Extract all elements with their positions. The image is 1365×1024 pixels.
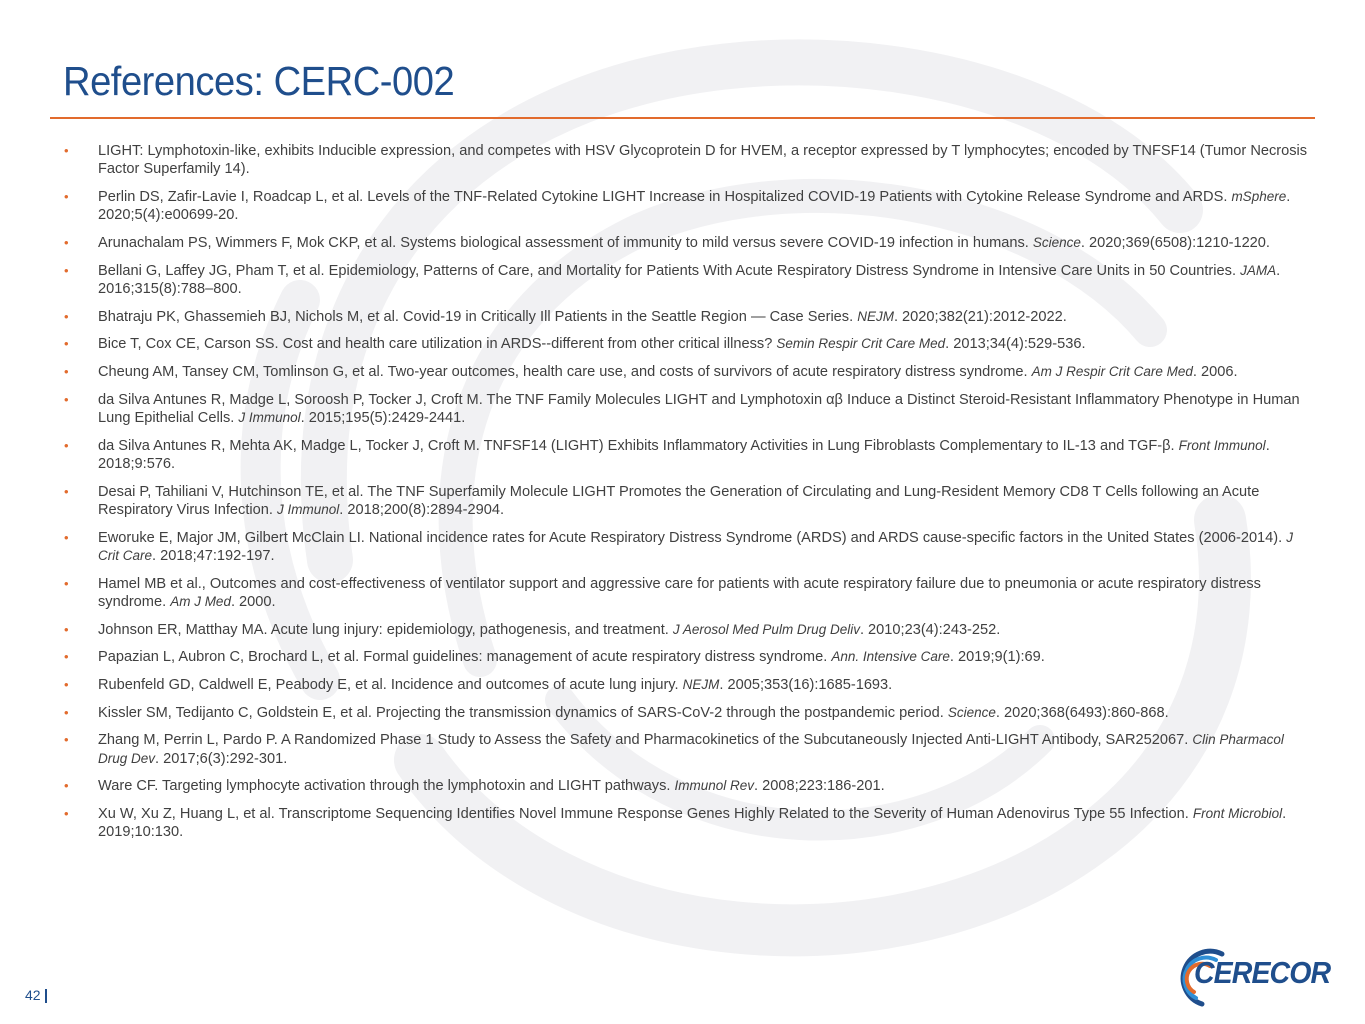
journal-name: Am J Med bbox=[170, 593, 231, 609]
journal-name: NEJM bbox=[857, 308, 894, 324]
logo-wordmark-start: CEREC bbox=[1194, 955, 1290, 990]
journal-name: Ann. Intensive Care bbox=[831, 649, 950, 665]
reference-text: da Silva Antunes R, Madge L, Soroosh P, Tocker J, Croft M. The TNF Family Molecules LIGHT and Lymphotoxin αβ Induce a Distinct Steroid-Resistant Inflammatory Phenotype in Human Lung Epithelial Cells. bbox=[98, 391, 1300, 426]
reference-text: Papazian L, Aubron C, Brochard L, et al. Formal guidelines: management of acute respiratory distress syndrome. bbox=[98, 649, 832, 666]
reference-citation: . 2016;315(8):788–800. bbox=[98, 262, 1281, 297]
reference-item bbox=[60, 363, 1310, 381]
reference-citation: . 2019;10:130. bbox=[98, 806, 1287, 841]
journal-name: J Crit Care bbox=[98, 529, 1294, 563]
journal-name: Front Microbiol bbox=[1192, 806, 1283, 822]
journal-name: mSphere bbox=[1231, 188, 1287, 204]
reference-item bbox=[60, 483, 1310, 520]
reference-item bbox=[60, 704, 1310, 722]
journal-name: Science bbox=[1032, 234, 1081, 250]
reference-text: Johnson ER, Matthay MA. Acute lung injury: epidemiology, pathogenesis, and treatment. bbox=[98, 621, 673, 638]
reference-text: Bhatraju PK, Ghassemieh BJ, Nichols M, et al. Covid-19 in Critically Ill Patients in the Seattle Region — Case Series. bbox=[98, 308, 858, 325]
reference-item bbox=[60, 262, 1310, 299]
reference-text: Desai P, Tahiliani V, Hutchinson TE, et al. The TNF Superfamily Molecule LIGHT Promotes the Generation of Circulating and Lung-Resident Memory CD8 T Cells following an Acute Respiratory Virus Infection. bbox=[98, 483, 1260, 518]
journal-name: Clin Pharmacol Drug Dev bbox=[98, 732, 1284, 766]
logo-wordmark-end: R bbox=[1310, 955, 1331, 990]
reference-text: Cheung AM, Tansey CM, Tomlinson G, et al. Two-year outcomes, health care use, and costs of survivors of acute respiratory distress syndrome. bbox=[98, 364, 1032, 381]
slide-title: References: CERC-002 bbox=[63, 58, 455, 104]
reference-citation: . 2010;23(4):243-252. bbox=[859, 621, 1001, 638]
reference-citation: . 2006. bbox=[1192, 364, 1238, 381]
reference-citation: . 2018;47:192-197. bbox=[152, 547, 275, 564]
logo-wordmark bbox=[1194, 955, 1330, 991]
reference-text: Perlin DS, Zafir-Lavie I, Roadcap L, et al. Levels of the TNF-Related Cytokine LIGHT Increase in Hospitalized COVID-19 Patients with Cytokine Release Syndrome and ARDS. bbox=[98, 188, 1232, 205]
reference-citation: . 2018;200(8):2894-2904. bbox=[339, 501, 504, 518]
reference-item bbox=[60, 777, 1310, 795]
reference-item bbox=[60, 391, 1310, 428]
reference-citation: . 2020;5(4):e00699-20. bbox=[98, 188, 1291, 224]
reference-item bbox=[60, 575, 1310, 612]
journal-name: Am J Respir Crit Care Med bbox=[1031, 364, 1193, 380]
reference-item bbox=[60, 731, 1310, 768]
reference-citation: . 2020;369(6508):1210-1220. bbox=[1080, 234, 1270, 251]
logo-wordmark-o: O bbox=[1289, 955, 1311, 990]
reference-citation: . 2000. bbox=[230, 593, 276, 610]
title-underline bbox=[50, 117, 1315, 119]
reference-text: Zhang M, Perrin L, Pardo P. A Randomized Phase 1 Study to Assess the Safety and Pharmacokinetics of the Subcutaneously Injected Anti-LIGHT Antibody, SAR252067. bbox=[98, 732, 1193, 749]
reference-text: Kissler SM, Tedijanto C, Goldstein E, et al. Projecting the transmission dynamics of SARS-CoV-2 through the postpandemic period. bbox=[98, 704, 948, 721]
reference-citation: . 2015;195(5):2429-2441. bbox=[300, 410, 466, 426]
page-number: 42 bbox=[25, 987, 41, 1003]
journal-name: J Aerosol Med Pulm Drug Deliv bbox=[672, 621, 860, 637]
reference-text: Rubenfeld GD, Caldwell E, Peabody E, et al. Incidence and outcomes of acute lung injury. bbox=[98, 677, 683, 693]
reference-text: Bice T, Cox CE, Carson SS. Cost and health care utilization in ARDS--different from other critical illness? bbox=[98, 336, 777, 353]
reference-item bbox=[60, 437, 1310, 474]
journal-name: J Immunol bbox=[277, 501, 340, 517]
journal-name: Science bbox=[947, 704, 996, 720]
reference-citation: . 2020;382(21):2012-2022. bbox=[893, 308, 1067, 325]
reference-text: Bellani G, Laffey JG, Pham T, et al. Epidemiology, Patterns of Care, and Mortality for Patients With Acute Respiratory Distress Syndrome in Intensive Care Units in 50 Countries. bbox=[98, 262, 1241, 279]
reference-text: Hamel MB et al., Outcomes and cost-effectiveness of ventilator support and aggressive care for patients with acute respiratory failure due to pneumonia or acute respiratory distress syndrome. bbox=[98, 575, 1261, 610]
reference-citation: . 2017;6(3):292-301. bbox=[155, 750, 288, 767]
reference-text: Arunachalam PS, Wimmers F, Mok CKP, et al. Systems biological assessment of immunity to mild versus severe COVID-19 infection in humans. bbox=[98, 234, 1033, 251]
reference-item bbox=[60, 234, 1310, 252]
reference-item bbox=[60, 676, 1310, 694]
journal-name: JAMA bbox=[1240, 262, 1277, 278]
journal-name: Immunol Rev bbox=[674, 778, 755, 794]
reference-citation: . 2005;353(16):1685-1693. bbox=[719, 677, 893, 693]
reference-citation: . 2019;9(1):69. bbox=[949, 649, 1045, 666]
journal-name: Semin Respir Crit Care Med bbox=[776, 336, 946, 352]
reference-citation: . 2013;34(4):529-536. bbox=[945, 336, 1086, 353]
cerecor-logo bbox=[1172, 946, 1331, 1008]
reference-list bbox=[60, 142, 1310, 851]
journal-name: J Immunol bbox=[238, 410, 301, 425]
reference-text: Xu W, Xu Z, Huang L, et al. Transcriptome Sequencing Identifies Novel Immune Response Genes Highly Related to the Severity of Human Adenovirus Type 55 Infection. bbox=[98, 806, 1193, 823]
reference-item bbox=[60, 335, 1310, 353]
reference-text: LIGHT: Lymphotoxin-like, exhibits Inducible expression, and competes with HSV Glycoprotein D for HVEM, a receptor expressed by T lymphocytes; encoded by TNFSF14 (Tumor Necrosis Factor Superfamily 14). bbox=[98, 143, 1308, 178]
reference-item bbox=[60, 308, 1310, 326]
reference-citation: . 2008;223:186-201. bbox=[754, 778, 885, 795]
reference-item bbox=[60, 142, 1310, 179]
reference-item bbox=[60, 621, 1310, 639]
reference-citation: . 2020;368(6493):860-868. bbox=[995, 704, 1169, 721]
page-number-divider bbox=[45, 989, 47, 1003]
reference-item bbox=[60, 805, 1310, 842]
reference-citation: . 2018;9:576. bbox=[98, 437, 1270, 472]
journal-name: NEJM bbox=[682, 677, 720, 692]
journal-name: Front Immunol bbox=[1178, 437, 1266, 453]
reference-text: Ware CF. Targeting lymphocyte activation through the lymphotoxin and LIGHT pathways. bbox=[98, 778, 675, 795]
reference-item bbox=[60, 188, 1310, 225]
reference-item bbox=[60, 648, 1310, 666]
reference-text: Eworuke E, Major JM, Gilbert McClain LI. National incidence rates for Acute Respiratory Distress Syndrome (ARDS) and ARDS cause-specific factors in the United States (2006-2014). bbox=[98, 529, 1287, 546]
reference-text: da Silva Antunes R, Mehta AK, Madge L, Tocker J, Croft M. TNFSF14 (LIGHT) Exhibits Inflammatory Activities in Lung Fibroblasts Complementary to IL-13 and TGF-β. bbox=[98, 437, 1179, 454]
reference-item bbox=[60, 529, 1310, 566]
